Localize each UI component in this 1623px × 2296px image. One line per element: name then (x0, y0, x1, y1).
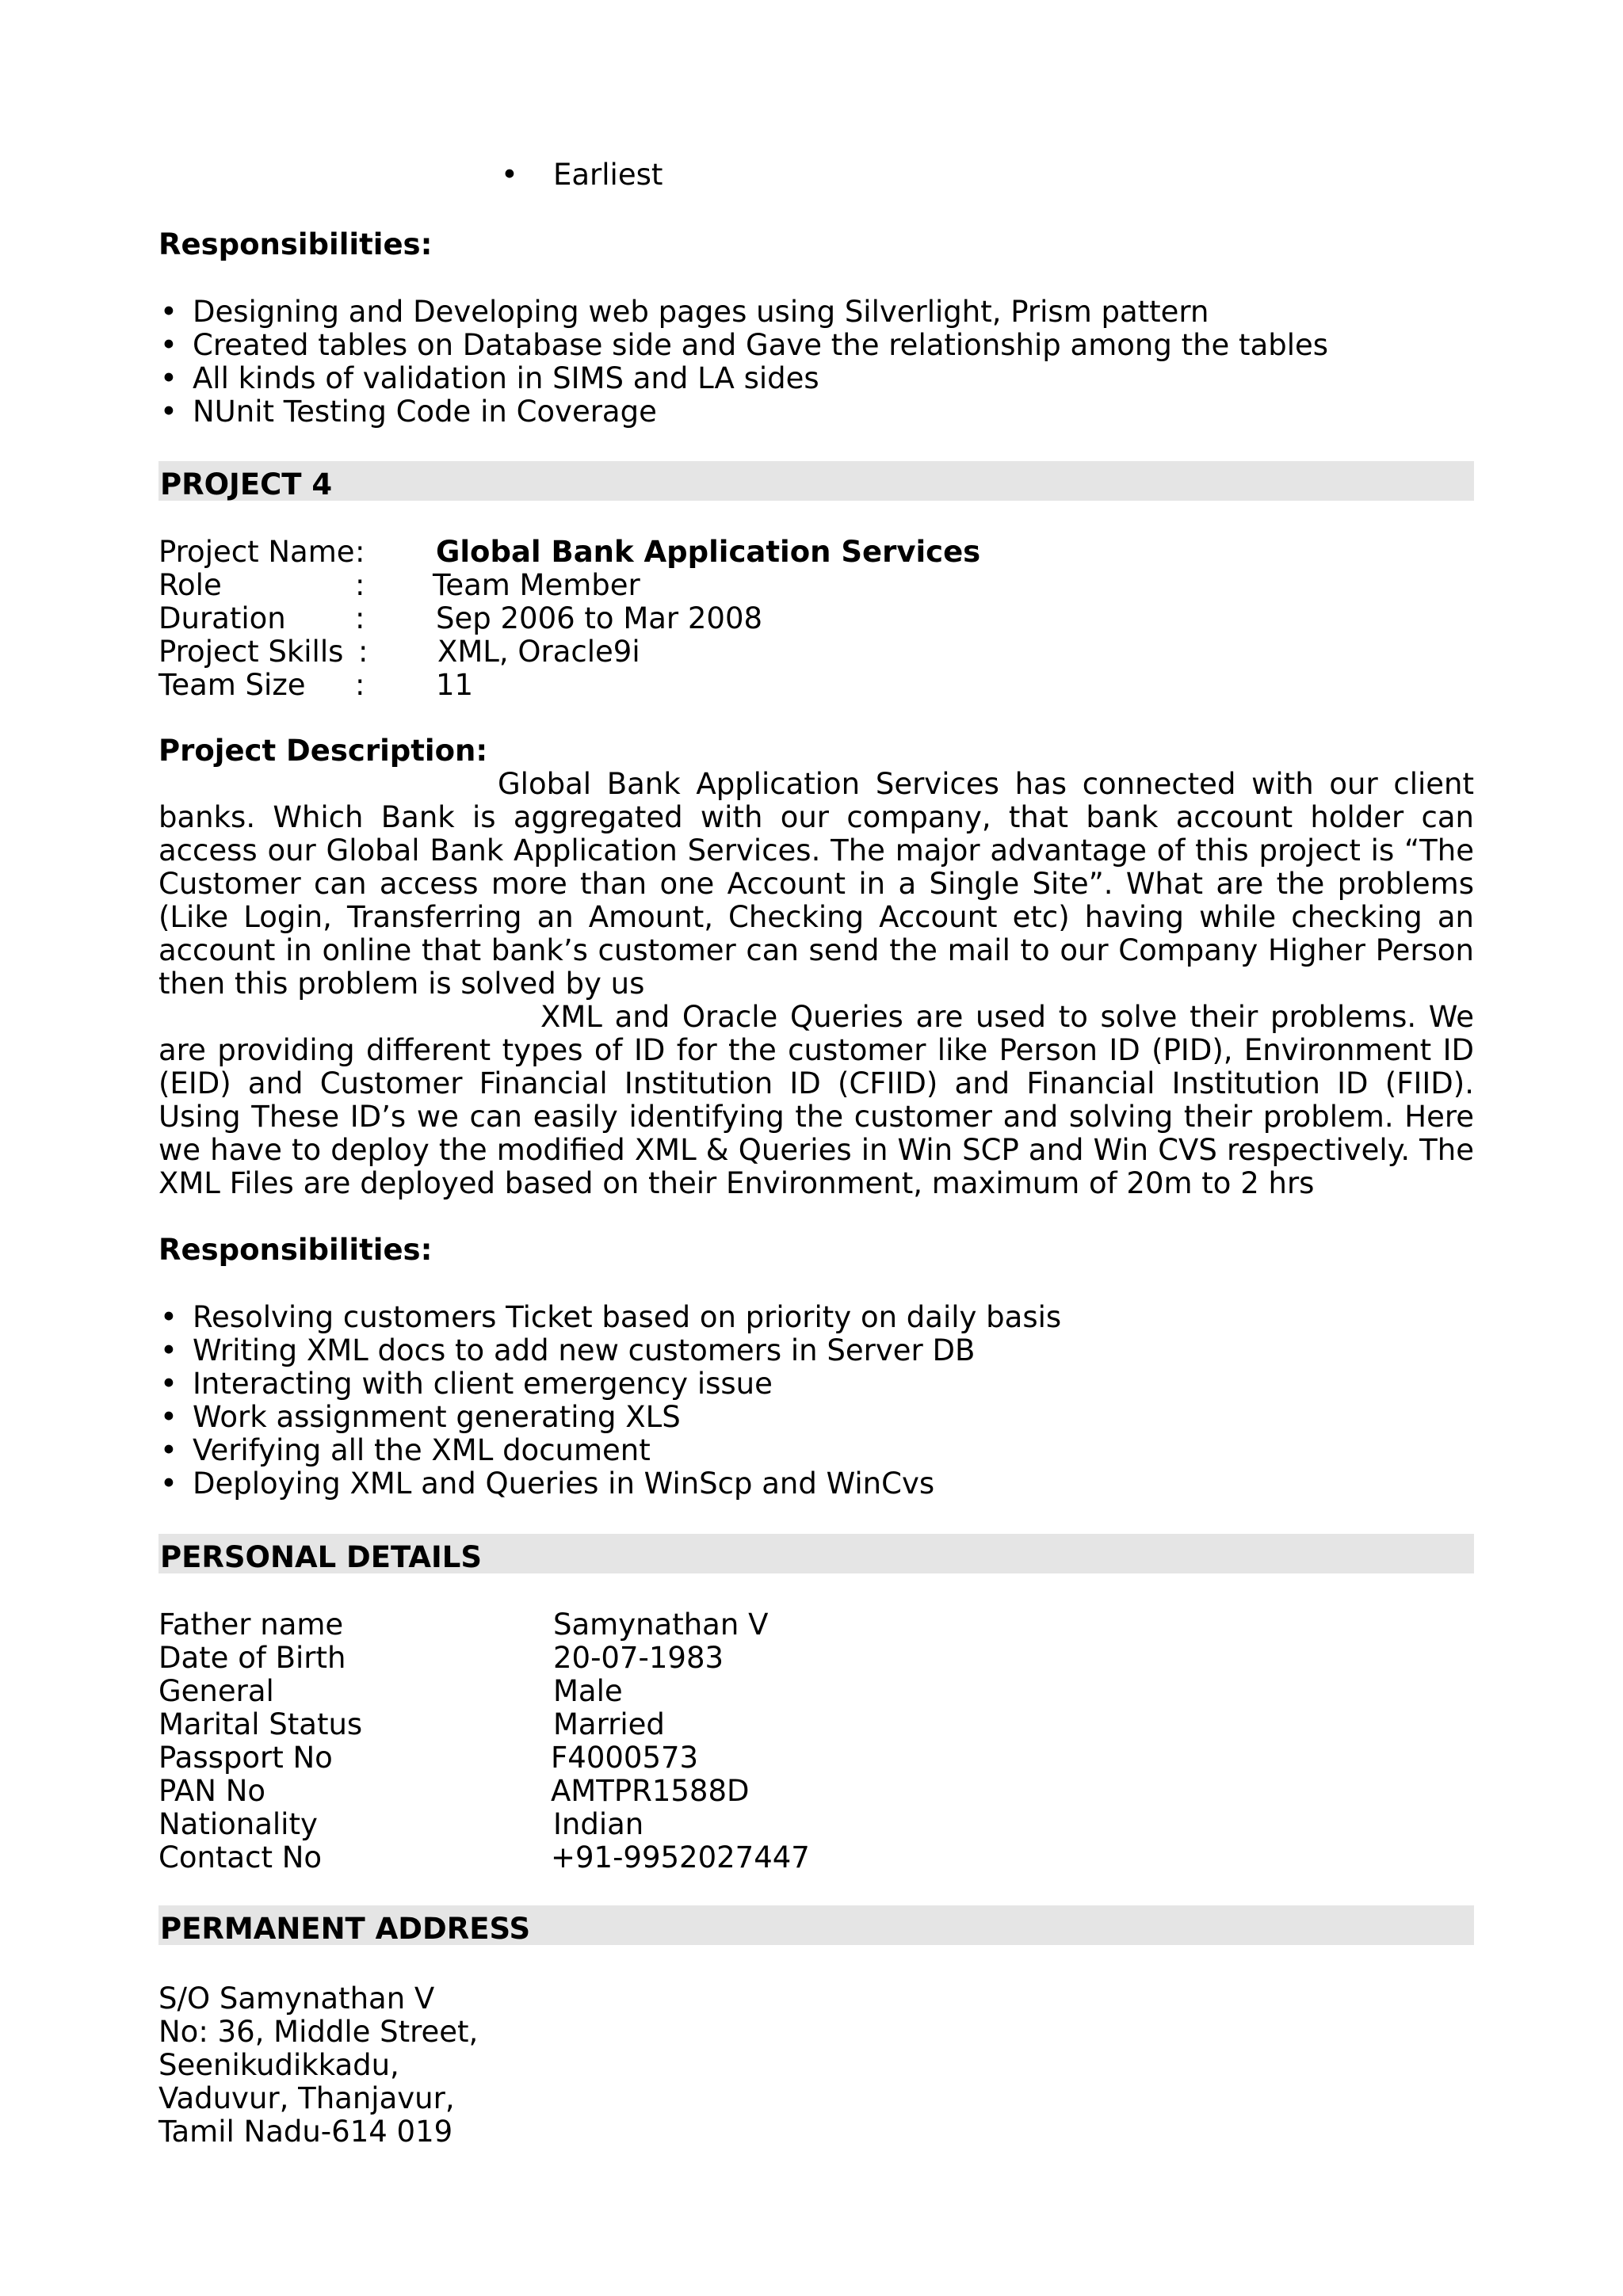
project-field-row (158, 669, 1426, 702)
field-value: Married (553, 1707, 665, 1741)
personal-field-row (158, 1841, 1426, 1875)
personal-field-row (158, 1775, 1426, 1808)
project-field-row (158, 536, 1426, 569)
personal-field-row (158, 1741, 1426, 1775)
field-label: Project Name (158, 535, 355, 569)
project-field-row (158, 569, 1426, 602)
list-item: • Designing and Developing web pages using Silverlight, Prism pattern (158, 296, 1328, 329)
address-block (158, 1982, 478, 2149)
responsibilities-list (158, 296, 1328, 429)
field-colon: : (355, 601, 365, 635)
field-label: Contact No (158, 1840, 323, 1875)
address-line: Tamil Nadu-614 019 (158, 2115, 453, 2149)
section-header-personal-details: PERSONAL DETAILS (158, 1534, 1474, 1573)
field-colon: : (355, 668, 365, 702)
field-label: Team Size (158, 668, 306, 702)
list-item: • Verifying all the XML document (158, 1434, 1061, 1467)
project-field-row (158, 602, 1426, 635)
project-description-paragraph: XML and Oracle Queries are used to solve their problems. We are providing different types of ID for the customer like Person ID (PID), Environment ID (EID) and Customer Financial Institution ID (CFIID) and Financial Institution ID (FIID). Using These ID’s we can easily identifying the customer and solving their problem. Here we have to deploy the modified XML & Queries in Win SCP and Win CVS respectively. The XML Files are deployed based on their Environment, maximum of 20m to 2 hrs (158, 1000, 1474, 1200)
bullet-icon: • (501, 158, 518, 192)
address-line: S/O Samynathan V (158, 1981, 435, 2016)
field-value: +91-9952027447 (551, 1840, 810, 1875)
personal-field-row (158, 1708, 1426, 1741)
field-label: Nationality (158, 1807, 318, 1841)
field-value: F4000573 (551, 1741, 699, 1775)
responsibilities-list (158, 1301, 1061, 1501)
section-header-project-4: PROJECT 4 (158, 461, 1474, 501)
project-field-row (158, 635, 1426, 669)
field-value: 11 (436, 668, 474, 702)
field-label: Duration (158, 601, 286, 635)
field-value: Samynathan V (553, 1608, 769, 1642)
field-label: General (158, 1674, 274, 1708)
field-value: AMTPR1588D (551, 1774, 750, 1808)
project-description-heading: Project Description: (158, 734, 488, 768)
list-item: • Created tables on Database side and Gave the relationship among the tables (158, 329, 1328, 362)
responsibilities-heading: Responsibilities: (158, 227, 433, 261)
field-label: Father name (158, 1608, 344, 1642)
list-item: • NUnit Testing Code in Coverage (158, 395, 1328, 429)
field-value: Male (553, 1674, 623, 1708)
top-bullet-text: Earliest (553, 158, 663, 192)
list-item: • Resolving customers Ticket based on priority on daily basis (158, 1301, 1061, 1334)
field-value: Indian (553, 1807, 644, 1841)
field-label: PAN No (158, 1774, 266, 1808)
list-item: • All kinds of validation in SIMS and LA sides (158, 362, 1328, 395)
field-colon: : (355, 535, 365, 569)
list-item: • Deploying XML and Queries in WinScp and WinCvs (158, 1467, 1061, 1501)
address-line: Seenikudikkadu, (158, 2048, 399, 2082)
address-line: No: 36, Middle Street, (158, 2015, 479, 2049)
field-label: Passport No (158, 1741, 333, 1775)
field-label: Project Skills (158, 635, 344, 669)
section-header-permanent-address: PERMANENT ADDRESS (158, 1905, 1474, 1945)
field-colon: : (355, 568, 365, 602)
field-label: Date of Birth (158, 1641, 346, 1675)
responsibilities-heading: Responsibilities: (158, 1233, 433, 1267)
field-colon: : (358, 635, 369, 669)
field-value: XML, Oracle9i (437, 635, 640, 669)
field-label: Role (158, 568, 222, 602)
project-description-paragraph: Global Bank Application Services has connected with our client banks. Which Bank is aggregated with our company, that bank account holder can access our Global Bank Application Services. The major advantage of this project is “The Customer can access more than one Account in a Single Site”. What are the problems (Like Login, Transferring an Amount, Checking Account etc) having while checking an account in online that bank’s customer can send the mail to our Company Higher Person then this problem is solved by us (158, 767, 1474, 1001)
personal-field-row (158, 1675, 1426, 1708)
list-item: • Writing XML docs to add new customers in Server DB (158, 1334, 1061, 1367)
field-label: Marital Status (158, 1707, 363, 1741)
list-item: • Work assignment generating XLS (158, 1401, 1061, 1434)
address-line: Vaduvur, Thanjavur, (158, 2081, 455, 2115)
field-value: 20-07-1983 (553, 1641, 724, 1675)
personal-field-row (158, 1642, 1426, 1675)
list-item: • Interacting with client emergency issue (158, 1367, 1061, 1401)
project-name-value: Global Bank Application Services (436, 535, 981, 569)
field-value: Team Member (433, 568, 640, 602)
field-value: Sep 2006 to Mar 2008 (436, 601, 763, 635)
personal-field-row (158, 1808, 1426, 1841)
personal-field-row (158, 1608, 1426, 1642)
